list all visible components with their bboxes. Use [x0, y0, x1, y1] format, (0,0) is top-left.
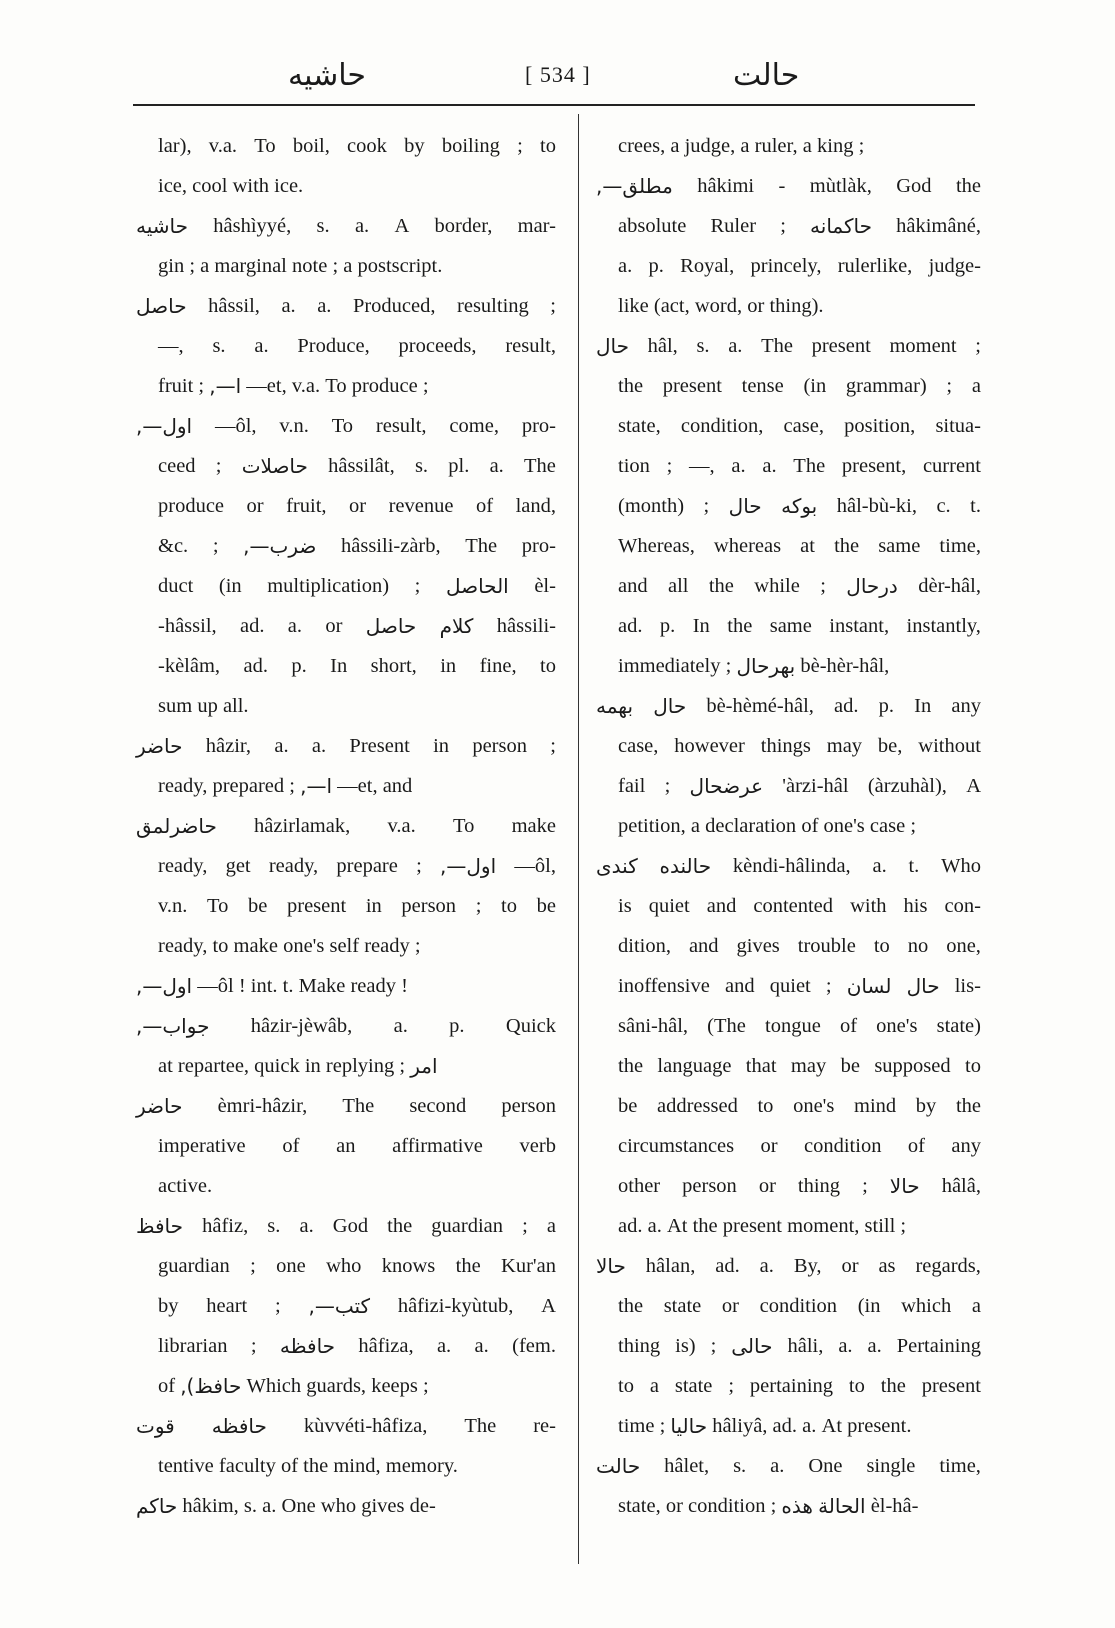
text-line: قوت حافظه kùvvéti-hâfiza, The re- — [136, 1414, 556, 1438]
text-line: حاصل hâssil, a. a. Produced, resulting ; — [136, 294, 556, 318]
text-line: حافظ hâfiz, s. a. God the guardian ; a — [136, 1214, 556, 1238]
text-line: tion ; —, a. a. The present, current — [618, 455, 981, 477]
text-line: ready, to make one's self ready ; — [158, 935, 421, 957]
right-column — [596, 126, 981, 1526]
text-line: at repartee, quick in replying ; امر — [158, 1054, 438, 1078]
text-line: gin ; a marginal note ; a postscript. — [158, 255, 443, 277]
text-line: the language that may be supposed to — [618, 1055, 981, 1077]
text-line: -kèlâm, ad. p. In short, in fine, to — [158, 655, 556, 677]
text-line: حالا hâlan, ad. a. By, or as regards, — [596, 1254, 981, 1278]
text-line: time ; حاليا hâliyâ, ad. a. At present. — [618, 1414, 912, 1438]
text-line: اول—, —ôl, v.n. To result, come, pro- — [136, 414, 556, 438]
text-line: duct (in multiplication) ; الحاصل èl- — [158, 574, 556, 598]
text-line: ceed ; حاصلات hâssilât, s. pl. a. The — [158, 454, 556, 478]
text-line: ice, cool with ice. — [158, 175, 304, 197]
text-line: to a state ; pertaining to the present — [618, 1375, 981, 1397]
text-line: sâni-hâl, (The tongue of one's state) — [618, 1015, 981, 1037]
page-number: [ 534 ] — [525, 62, 591, 87]
text-line: be addressed to one's mind by the — [618, 1095, 981, 1117]
text-line: حال hâl, s. a. The present moment ; — [596, 334, 981, 358]
page-header — [133, 58, 975, 106]
text-line: &c. ; ضرب—, hâssili-zàrb, The pro- — [158, 534, 556, 558]
text-line: guardian ; one who knows the Kur'an — [158, 1255, 556, 1277]
text-line: state, or condition ; هذه الحالة èl-hâ- — [618, 1494, 919, 1518]
text-line: Whereas, whereas at the same time, — [618, 535, 981, 557]
text-line: inoffensive and quiet ; لسان حال lis- — [618, 974, 981, 998]
left-column — [136, 126, 556, 1526]
text-line: sum up all. — [158, 695, 249, 717]
text-line: tentive faculty of the mind, memory. — [158, 1455, 458, 1477]
text-line: dition, and gives trouble to no one, — [618, 935, 981, 957]
text-line: case, however things may be, without — [618, 735, 981, 757]
text-line: v.n. To be present in person ; to be — [158, 895, 556, 917]
text-line: by heart ; كتب—, hâfizi-kyùtub, A — [158, 1294, 556, 1318]
column-divider — [578, 114, 579, 1564]
text-line: -hâssil, ad. a. or حاصل كلام hâssili- — [158, 614, 556, 638]
text-line: ad. p. In the same instant, instantly, — [618, 615, 981, 637]
text-line: جواب—, hâzir-jèwâb, a. p. Quick — [136, 1014, 556, 1038]
text-line: lar), v.a. To boil, cook by boiling ; to — [158, 135, 556, 157]
left-running-headword: حاشيه — [288, 58, 366, 93]
text-line: اول—, —ôl ! int. t. Make ready ! — [136, 974, 408, 998]
text-line: the present tense (in grammar) ; a — [618, 375, 981, 397]
text-line: active. — [158, 1175, 213, 1197]
text-line: state, condition, case, position, situa- — [618, 415, 981, 437]
text-line: حالت hâlet, s. a. One single time, — [596, 1454, 981, 1478]
text-line: circumstances or condition of any — [618, 1135, 981, 1157]
text-line: absolute Ruler ; حاكمانه hâkimâné, — [618, 214, 981, 238]
text-line: the state or condition (in which a — [618, 1295, 981, 1317]
text-line: crees, a judge, a ruler, a king ; — [618, 135, 865, 157]
text-line: حاشيه hâshìyyé, s. a. A border, mar- — [136, 214, 556, 238]
text-line: like (act, word, or thing). — [618, 295, 824, 317]
text-line: librarian ; حافظه hâfiza, a. a. (fem. — [158, 1334, 556, 1358]
text-line: produce or fruit, or revenue of land, — [158, 495, 556, 517]
text-line: immediately ; بهرحال bè-hèr-hâl, — [618, 654, 890, 678]
text-line: fail ; عرضحال 'àrzi-hâl (àrzuhàl), A — [618, 774, 981, 798]
text-line: petition, a declaration of one's case ; — [618, 815, 917, 837]
text-line: كندى حالنده kèndi-hâlinda, a. t. Who — [596, 854, 981, 878]
text-line: —, s. a. Produce, proceeds, result, — [158, 335, 556, 357]
text-line: (month) ; حال بوكه hâl-bù-ki, c. t. — [618, 494, 981, 518]
text-line: other person or thing ; حالا hâlâ, — [618, 1174, 981, 1198]
text-line: ready, prepared ; ا—, —et, and — [158, 774, 413, 798]
text-line: ad. a. At the present moment, still ; — [618, 1215, 907, 1237]
text-line: of حافظ), Which guards, keeps ; — [158, 1374, 429, 1398]
text-line: is quiet and contented with his con- — [618, 895, 981, 917]
text-line: and all the while ; درحال dèr-hâl, — [618, 574, 981, 598]
text-line: thing is) ; حالى hâli, a. a. Pertaining — [618, 1334, 981, 1358]
text-line: حاكم hâkim, s. a. One who gives de- — [136, 1494, 436, 1518]
text-line: حاضر èmri-hâzir, The second person — [136, 1094, 556, 1118]
text-line: a. p. Royal, princely, rulerlike, judge- — [618, 255, 981, 277]
text-line: مطلق—, hâkimi - mùtlàk, God the — [596, 174, 981, 198]
text-line: fruit ; ا—, —et, v.a. To produce ; — [158, 374, 429, 398]
header-rule — [133, 104, 975, 106]
text-line: حاضرلمق hâzirlamak, v.a. To make — [136, 814, 556, 838]
text-line: حاضر hâzir, a. a. Present in person ; — [136, 734, 556, 758]
text-line: ready, get ready, prepare ; اول—, —ôl, — [158, 854, 556, 878]
text-line: بهمه حال bè-hèmé-hâl, ad. p. In any — [596, 694, 981, 718]
text-line: imperative of an affirmative verb — [158, 1135, 556, 1157]
right-running-headword: حالت — [733, 58, 800, 93]
